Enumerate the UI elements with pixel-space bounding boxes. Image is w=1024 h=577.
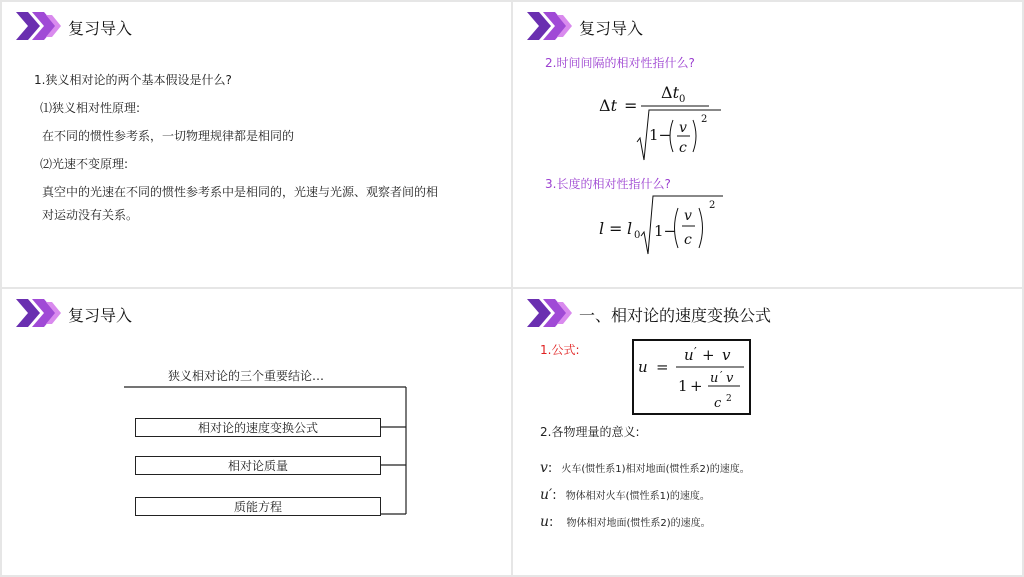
- svg-text:v: v: [726, 371, 734, 386]
- length-contraction-question: 3.长度的相对性指什么?: [545, 177, 671, 191]
- meaning-heading: 2.各物理量的意义:: [540, 425, 640, 439]
- question-text: 1.狭义相对论的两个基本假设是什么?: [34, 73, 232, 87]
- page-title: 复习导入: [579, 19, 644, 38]
- symbol-u: u: [540, 514, 550, 530]
- slide-review-postulates: [2, 2, 511, 287]
- length-contraction-formula: [597, 190, 727, 260]
- svg-text:′: ′: [694, 345, 697, 359]
- svg-text:l: l: [599, 219, 605, 238]
- svg-text:=: =: [624, 96, 638, 115]
- svg-text:v: v: [679, 120, 687, 136]
- symbol-v: v: [540, 460, 548, 476]
- slide-review-relativity: [513, 2, 1022, 287]
- svg-text:u: u: [710, 371, 719, 386]
- meaning-row-v: [540, 457, 750, 476]
- time-dilation-formula: [597, 80, 727, 166]
- svg-text:c: c: [684, 232, 692, 248]
- svg-text:+: +: [690, 377, 703, 395]
- svg-text:1−: 1−: [654, 222, 677, 240]
- postulate-2-text-line2: 对运动没有关系。: [42, 208, 139, 222]
- svg-text:Δt0: $\Delta t_0$: [661, 83, 686, 105]
- svg-text:2: 2: [701, 114, 708, 125]
- meaning-v-text: 火车(惯性系1)相对地面(惯性系2)的速度。: [561, 464, 750, 475]
- conclusion-mass-energy: 质能方程: [135, 497, 381, 516]
- postulate-1-text: 在不同的惯性参考系，一切物理规律都是相同的: [42, 129, 295, 143]
- svg-text:v: v: [722, 346, 731, 364]
- symbol-u-prime: u′: [540, 487, 553, 503]
- svg-text:Δt: Δt: [599, 96, 617, 115]
- page-title: 一、相对论的速度变换公式: [579, 306, 772, 325]
- postulate-2-text-line1: 真空中的光速在不同的惯性参考系中是相同的，光速与光源、观察者间的相: [42, 185, 439, 199]
- svg-text:2: 2: [726, 394, 732, 404]
- svg-text:′: ′: [720, 369, 723, 382]
- velocity-formula-box: [632, 339, 751, 415]
- svg-text:2: 2: [709, 200, 716, 211]
- conclusion-velocity-transform: 相对论的速度变换公式: [135, 418, 381, 437]
- chevron-arrows-icon: [527, 299, 573, 327]
- postulate-1-label: ⑴狭义相对性原理:: [40, 101, 141, 115]
- time-dilation-question: 2.时间间隔的相对性指什么?: [545, 56, 695, 70]
- svg-text:c: c: [714, 396, 722, 411]
- svg-text:=: =: [609, 219, 623, 238]
- symbol-colon: :: [547, 461, 553, 476]
- postulate-2-label: ⑵光速不变原理:: [40, 157, 129, 171]
- chevron-arrows-icon: [16, 12, 62, 40]
- meaning-row-u-prime: [540, 484, 710, 503]
- chevron-arrows-icon: [527, 12, 573, 40]
- svg-text:c: c: [679, 140, 687, 156]
- symbol-colon: :: [552, 488, 557, 503]
- velocity-formula: [634, 341, 749, 413]
- slide-three-conclusions: [2, 289, 511, 575]
- page-title: 复习导入: [68, 306, 133, 325]
- meaning-u-prime-text: 物体相对火车(惯性系1)的速度。: [565, 491, 710, 502]
- svg-text:u: u: [638, 358, 648, 376]
- svg-text:1−: 1−: [649, 126, 672, 144]
- page-title: 复习导入: [68, 19, 133, 38]
- svg-text:u: u: [684, 346, 694, 364]
- symbol-colon: :: [549, 515, 554, 530]
- svg-text:=: =: [656, 358, 669, 376]
- meaning-u-text: 物体相对地面(惯性系2)的速度。: [566, 518, 711, 529]
- formula-label: 1.公式:: [540, 343, 580, 357]
- conclusion-relativistic-mass: 相对论质量: [135, 456, 381, 475]
- slide-velocity-transform: [513, 289, 1022, 575]
- svg-text:l: l: [627, 219, 633, 238]
- svg-text:1: 1: [678, 377, 688, 395]
- conclusions-heading: 狭义相对论的三个重要结论…: [168, 369, 325, 383]
- svg-text:+: +: [702, 346, 715, 364]
- svg-text:0: 0: [634, 230, 641, 241]
- svg-text:v: v: [684, 208, 692, 224]
- meaning-row-u: [540, 511, 711, 530]
